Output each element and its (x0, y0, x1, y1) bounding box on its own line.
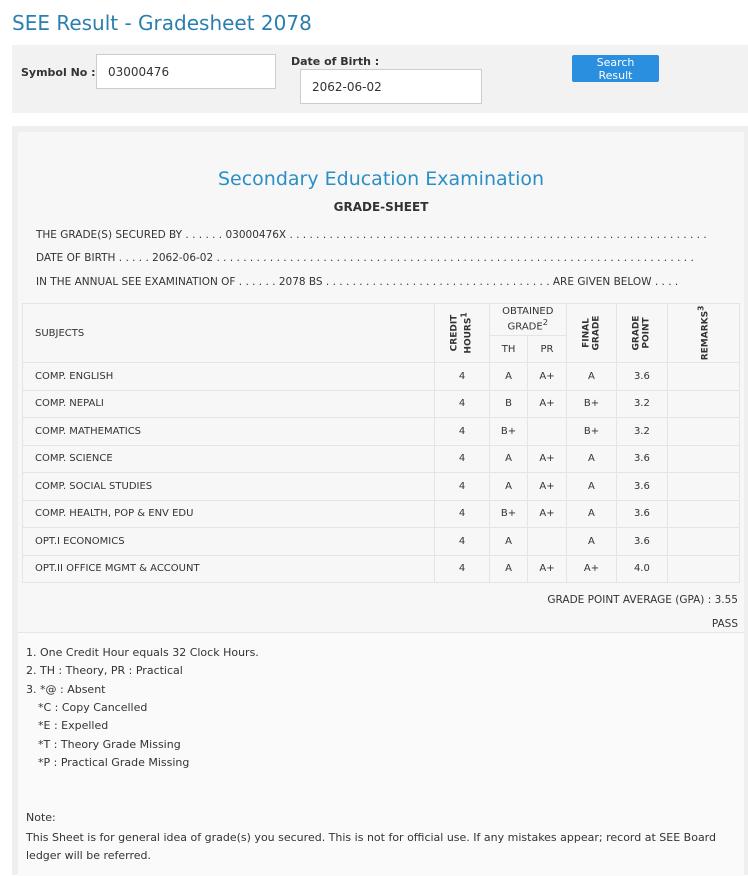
subject-cell: COMP. MATHEMATICS (23, 418, 435, 446)
gradesheet (18, 132, 744, 875)
remarks-cell (667, 473, 739, 501)
remarks-header: REMARKS$^3$ (667, 304, 739, 363)
grade-point-cell: 3.6 (617, 363, 667, 391)
credit-hours-cell: 4 (435, 473, 490, 501)
footnote-3: 3. *@ : Absent (26, 683, 106, 696)
theory-grade-cell: B+ (489, 500, 527, 528)
credit-hours-cell: 4 (435, 555, 490, 583)
grade-row (23, 473, 740, 501)
theory-grade-cell: A (489, 528, 527, 556)
note-title: Note: (26, 811, 56, 824)
subject-cell: COMP. HEALTH, POP & ENV EDU (23, 500, 435, 528)
grade-point-cell: 3.6 (617, 528, 667, 556)
final-grade-cell: A (566, 500, 616, 528)
credit-hours-cell: 4 (435, 418, 490, 446)
grade-row (23, 390, 740, 418)
remarks-cell (667, 555, 739, 583)
examination-line: IN THE ANNUAL SEE EXAMINATION OF . . . . . . 2078 BS . . . . . . . . . . . . . . . . . . . . . . . . . . . . . . . . . . ARE GIVEN BELOW . . . . (36, 276, 679, 288)
subject-cell: COMP. ENGLISH (23, 363, 435, 391)
credit-hours-header: CREDIT HOURS$^1$ (435, 304, 490, 363)
footnote-1: 1. One Credit Hour equals 32 Clock Hours. (26, 646, 259, 659)
subject-cell: COMP. SCIENCE (23, 445, 435, 473)
remarks-cell (667, 363, 739, 391)
credit-hours-cell: 4 (435, 500, 490, 528)
subject-cell: OPT.II OFFICE MGMT & ACCOUNT (23, 555, 435, 583)
date-of-birth-line: DATE OF BIRTH . . . . . 2062-06-02 . . . . . . . . . . . . . . . . . . . . . . . . . . . . . . . . . . . . . . . . . . . . . . . . . . . . . . . . . . . . . . . . . . . . . . . . (36, 252, 694, 264)
search-panel (12, 45, 748, 113)
grade-row (23, 555, 740, 583)
grades-secured-line: THE GRADE(S) SECURED BY . . . . . . 03000476X . . . . . . . . . . . . . . . . . . . . . . . . . . . . . . . . . . . . . . . . . . . . . . . . . . . . . . . . . . . . . . . (36, 229, 707, 241)
exam-title: Secondary Education Examination (217, 168, 545, 190)
grade-row (23, 528, 740, 556)
practical-grade-cell (528, 418, 566, 446)
theory-grade-cell: A (489, 363, 527, 391)
theory-grade-cell: B (489, 390, 527, 418)
symbol-input[interactable] (96, 54, 276, 89)
footnote-3-theory-missing: *T : Theory Grade Missing (38, 738, 181, 751)
grades-table (22, 303, 740, 583)
grade-point-cell: 3.2 (617, 390, 667, 418)
final-grade-header: FINAL GRADE (566, 304, 616, 363)
remarks-cell (667, 390, 739, 418)
search-result-button[interactable]: Search Result (572, 55, 659, 82)
grade-point-cell: 3.6 (617, 500, 667, 528)
th-header: TH (489, 336, 527, 363)
grade-row (23, 445, 740, 473)
subject-cell: OPT.I ECONOMICS (23, 528, 435, 556)
gradesheet-container (12, 126, 748, 875)
footnote-3-expelled: *E : Expelled (38, 719, 109, 732)
note-text: This Sheet is for general idea of grade(s) you secured. This is not for official use. If any mistakes appear; record at SEE Board ledger will be referred. (26, 831, 716, 862)
practical-grade-cell: A+ (528, 555, 566, 583)
footnote-3-practical-missing: *P : Practical Grade Missing (38, 756, 190, 769)
remarks-cell (667, 528, 739, 556)
theory-grade-cell: A (489, 473, 527, 501)
grade-point-cell: 3.6 (617, 473, 667, 501)
final-grade-cell: B+ (566, 418, 616, 446)
grade-row (23, 500, 740, 528)
theory-grade-cell: A (489, 555, 527, 583)
symbol-label: Symbol No : (21, 66, 96, 79)
gradesheet-heading: GRADE-SHEET (333, 200, 429, 214)
subject-cell: COMP. SOCIAL STUDIES (23, 473, 435, 501)
credit-hours-cell: 4 (435, 390, 490, 418)
dob-input[interactable] (300, 69, 482, 104)
final-grade-cell: A (566, 445, 616, 473)
practical-grade-cell: A+ (528, 473, 566, 501)
notes-section (18, 632, 744, 876)
subject-cell: COMP. NEPALI (23, 390, 435, 418)
grade-row (23, 418, 740, 446)
grade-point-cell: 3.2 (617, 418, 667, 446)
practical-grade-cell (528, 528, 566, 556)
credit-hours-cell: 4 (435, 528, 490, 556)
gpa-line: GRADE POINT AVERAGE (GPA) : 3.55 (547, 594, 738, 606)
remarks-cell (667, 418, 739, 446)
grade-point-header: GRADE POINT (617, 304, 667, 363)
dob-label: Date of Birth : (291, 55, 380, 68)
grade-row (23, 363, 740, 391)
practical-grade-cell: A+ (528, 445, 566, 473)
practical-grade-cell: A+ (528, 363, 566, 391)
remarks-cell (667, 500, 739, 528)
final-grade-cell: A+ (566, 555, 616, 583)
credit-hours-cell: 4 (435, 363, 490, 391)
practical-grade-cell: A+ (528, 500, 566, 528)
subjects-header: SUBJECTS (23, 304, 435, 363)
final-grade-cell: A (566, 473, 616, 501)
page-title: SEE Result - Gradesheet 2078 (12, 11, 312, 35)
pr-header: PR (528, 336, 566, 363)
theory-grade-cell: A (489, 445, 527, 473)
theory-grade-cell: B+ (489, 418, 527, 446)
footnote-2: 2. TH : Theory, PR : Practical (26, 664, 183, 677)
practical-grade-cell: A+ (528, 390, 566, 418)
final-grade-cell: A (566, 363, 616, 391)
obtained-grade-header: OBTAINED GRADE$^2$ (489, 304, 566, 336)
final-grade-cell: B+ (566, 390, 616, 418)
footnote-3-copy-cancelled: *C : Copy Cancelled (38, 701, 148, 714)
grade-point-cell: 4.0 (617, 555, 667, 583)
remarks-cell (667, 445, 739, 473)
grades-table-body (23, 363, 740, 583)
credit-hours-cell: 4 (435, 445, 490, 473)
result-status: PASS (711, 618, 738, 630)
final-grade-cell: A (566, 528, 616, 556)
grade-point-cell: 3.6 (617, 445, 667, 473)
